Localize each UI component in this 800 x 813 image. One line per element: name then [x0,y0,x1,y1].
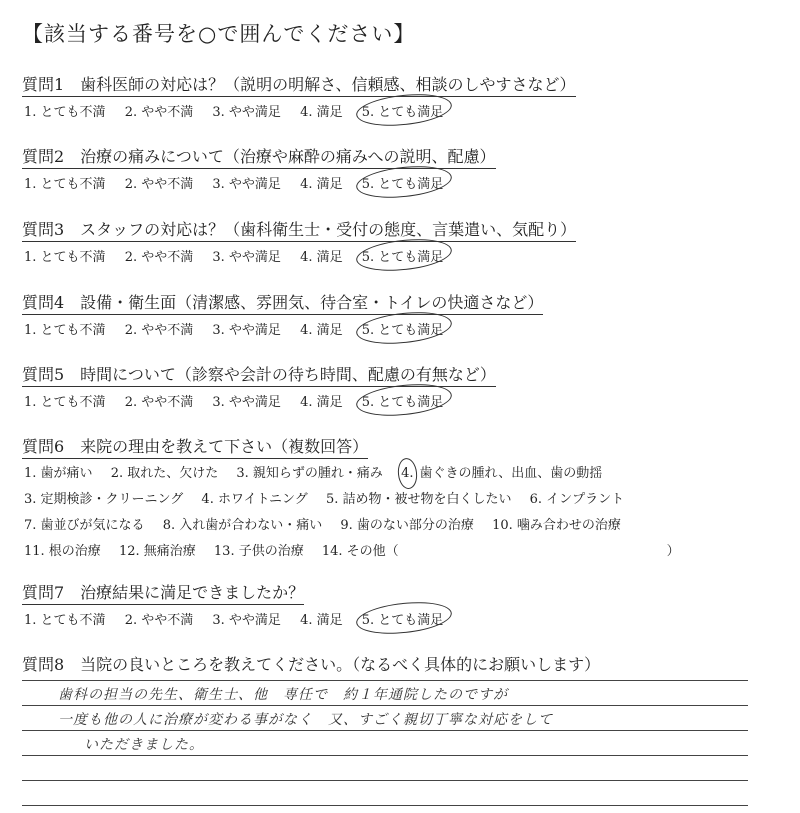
question-7 [22,580,458,628]
q1-option-5-circled[interactable]: 5. とても満足 [362,101,444,120]
question-6-title: 質問6 来院の理由を教えて下さい（複数回答） [22,434,368,459]
q6-option-8[interactable]: 8. 入れ歯が合わない・痛い [162,518,323,533]
q1-option-1[interactable]: 1. とても不満 [24,105,106,120]
q6-option-white-fillings[interactable]: 5. 詰め物・被せ物を白くしたい [325,492,512,507]
q6-option-1[interactable]: 1. 歯が痛い [24,466,93,481]
q2-option-1[interactable]: 1. とても不満 [24,177,106,192]
question-2 [22,144,496,192]
q5-option-1[interactable]: 1. とても不満 [24,395,106,410]
q6-option-4-number-circled[interactable]: 4. [401,461,413,487]
answer-line-3 [22,730,748,731]
q2-option-5-circled[interactable]: 5. とても満足 [362,173,444,192]
question-6-options [22,461,694,565]
q6-option-3[interactable]: 3. 親知らずの腫れ・痛み [236,466,383,481]
question-8 [22,652,600,676]
question-3-options [22,246,576,265]
instruction-header: 【該当する番号を○で囲んでください】 [22,22,416,46]
q6-option-9[interactable]: 9. 歯のない部分の治療 [340,518,474,533]
q3-option-3[interactable]: 3. やや満足 [212,250,281,265]
answer-line-5 [22,780,748,781]
answer-line-4 [22,755,748,756]
q3-option-1[interactable]: 1. とても不満 [24,250,106,265]
q6-option-7[interactable]: 7. 歯並びが気になる [24,518,145,533]
handwritten-answer-line-3[interactable]: いただきました。 [84,737,204,753]
q5-option-3[interactable]: 3. やや満足 [212,395,281,410]
q6-option-2[interactable]: 2. 取れた、欠けた [110,466,219,481]
handwritten-answer-line-2[interactable]: 一度も他の人に治療が変わる事がなく 又、すごく親切丁寧な対応をして [58,712,553,728]
question-7-title: 質問7 治療結果に満足できましたか？ [22,580,304,605]
question-3 [22,217,576,265]
question-1-title: 質問1 歯科医師の対応は？（説明の明解さ、信頼感、相談のしやすさなど） [22,72,576,97]
question-2-title: 質問2 治療の痛みについて（治療や麻酔の痛みへの説明、配慮） [22,144,496,169]
question-4 [22,290,543,338]
question-2-options [22,173,496,192]
q7-option-5-circled[interactable]: 5. とても満足 [362,609,444,628]
question-4-title: 質問4 設備・衛生面（清潔感、雰囲気、待合室・トイレの快適さなど） [22,290,543,315]
question-1-options [22,101,576,120]
q4-option-1[interactable]: 1. とても不満 [24,323,106,338]
q7-option-4[interactable]: 4. 満足 [300,613,343,628]
q6-option-whitening[interactable]: 4. ホワイトニング [201,492,308,507]
q6-option-11[interactable]: 11. 根の治療 [24,544,101,559]
q6-row-2 [24,487,694,513]
handwritten-answer-line-1[interactable]: 歯科の担当の先生、衛生士、他 専任で 約１年通院したのですが [58,687,508,703]
q2-option-3[interactable]: 3. やや満足 [212,177,281,192]
q2-option-2[interactable]: 2. やや不満 [124,177,194,192]
q4-option-2[interactable]: 2. やや不満 [124,323,194,338]
q1-option-3[interactable]: 3. やや満足 [212,105,281,120]
q7-option-3[interactable]: 3. やや満足 [212,613,281,628]
answer-line-1 [22,680,748,681]
question-5 [22,362,496,410]
q6-option-10[interactable]: 10. 噛み合わせの治療 [492,518,621,533]
q6-option-14-other[interactable]: 14. その他（ [321,544,399,559]
q3-option-4[interactable]: 4. 満足 [300,250,343,265]
q5-option-2[interactable]: 2. やや不満 [124,395,194,410]
question-7-options [22,609,458,628]
q4-option-5-circled[interactable]: 5. とても満足 [362,319,444,338]
question-4-options [22,319,543,338]
q1-option-2[interactable]: 2. やや不満 [124,105,194,120]
q6-option-13[interactable]: 13. 子供の治療 [213,544,304,559]
question-5-title: 質問5 時間について（診察や会計の待ち時間、配慮の有無など） [22,362,496,387]
question-6 [22,434,694,565]
q7-option-1[interactable]: 1. とても不満 [24,613,106,628]
q5-option-5-circled[interactable]: 5. とても満足 [362,391,444,410]
question-5-options [22,391,496,410]
question-1 [22,72,576,120]
q5-option-4[interactable]: 4. 満足 [300,395,343,410]
q7-option-2[interactable]: 2. やや不満 [124,613,194,628]
q6-row-1 [24,461,694,487]
q3-option-2[interactable]: 2. やや不満 [124,250,194,265]
q2-option-4[interactable]: 4. 満足 [300,177,343,192]
question-3-title: 質問3 スタッフの対応は？（歯科衛生士・受付の態度、言葉遣い、気配り） [22,217,576,242]
q4-option-4[interactable]: 4. 満足 [300,323,343,338]
q6-row-3 [24,513,694,539]
answer-line-2 [22,705,748,706]
q6-option-implant[interactable]: 6. インプラント [529,492,625,507]
q6-option-4-label[interactable]: 歯ぐきの腫れ、出血、歯の動揺 [419,466,603,481]
q1-option-4[interactable]: 4. 満足 [300,105,343,120]
question-8-title: 質問8 当院の良いところを教えてください。（なるべく具体的にお願いします） [22,655,601,674]
q6-option-14-close-paren: ） [666,544,680,559]
q3-option-5-circled[interactable]: 5. とても満足 [362,246,444,265]
q6-option-checkup[interactable]: 3. 定期検診・クリーニング [24,492,184,507]
q4-option-3[interactable]: 3. やや満足 [212,323,281,338]
answer-line-6 [22,805,748,806]
q6-option-12[interactable]: 12. 無痛治療 [118,544,196,559]
q6-row-4 [24,539,694,565]
